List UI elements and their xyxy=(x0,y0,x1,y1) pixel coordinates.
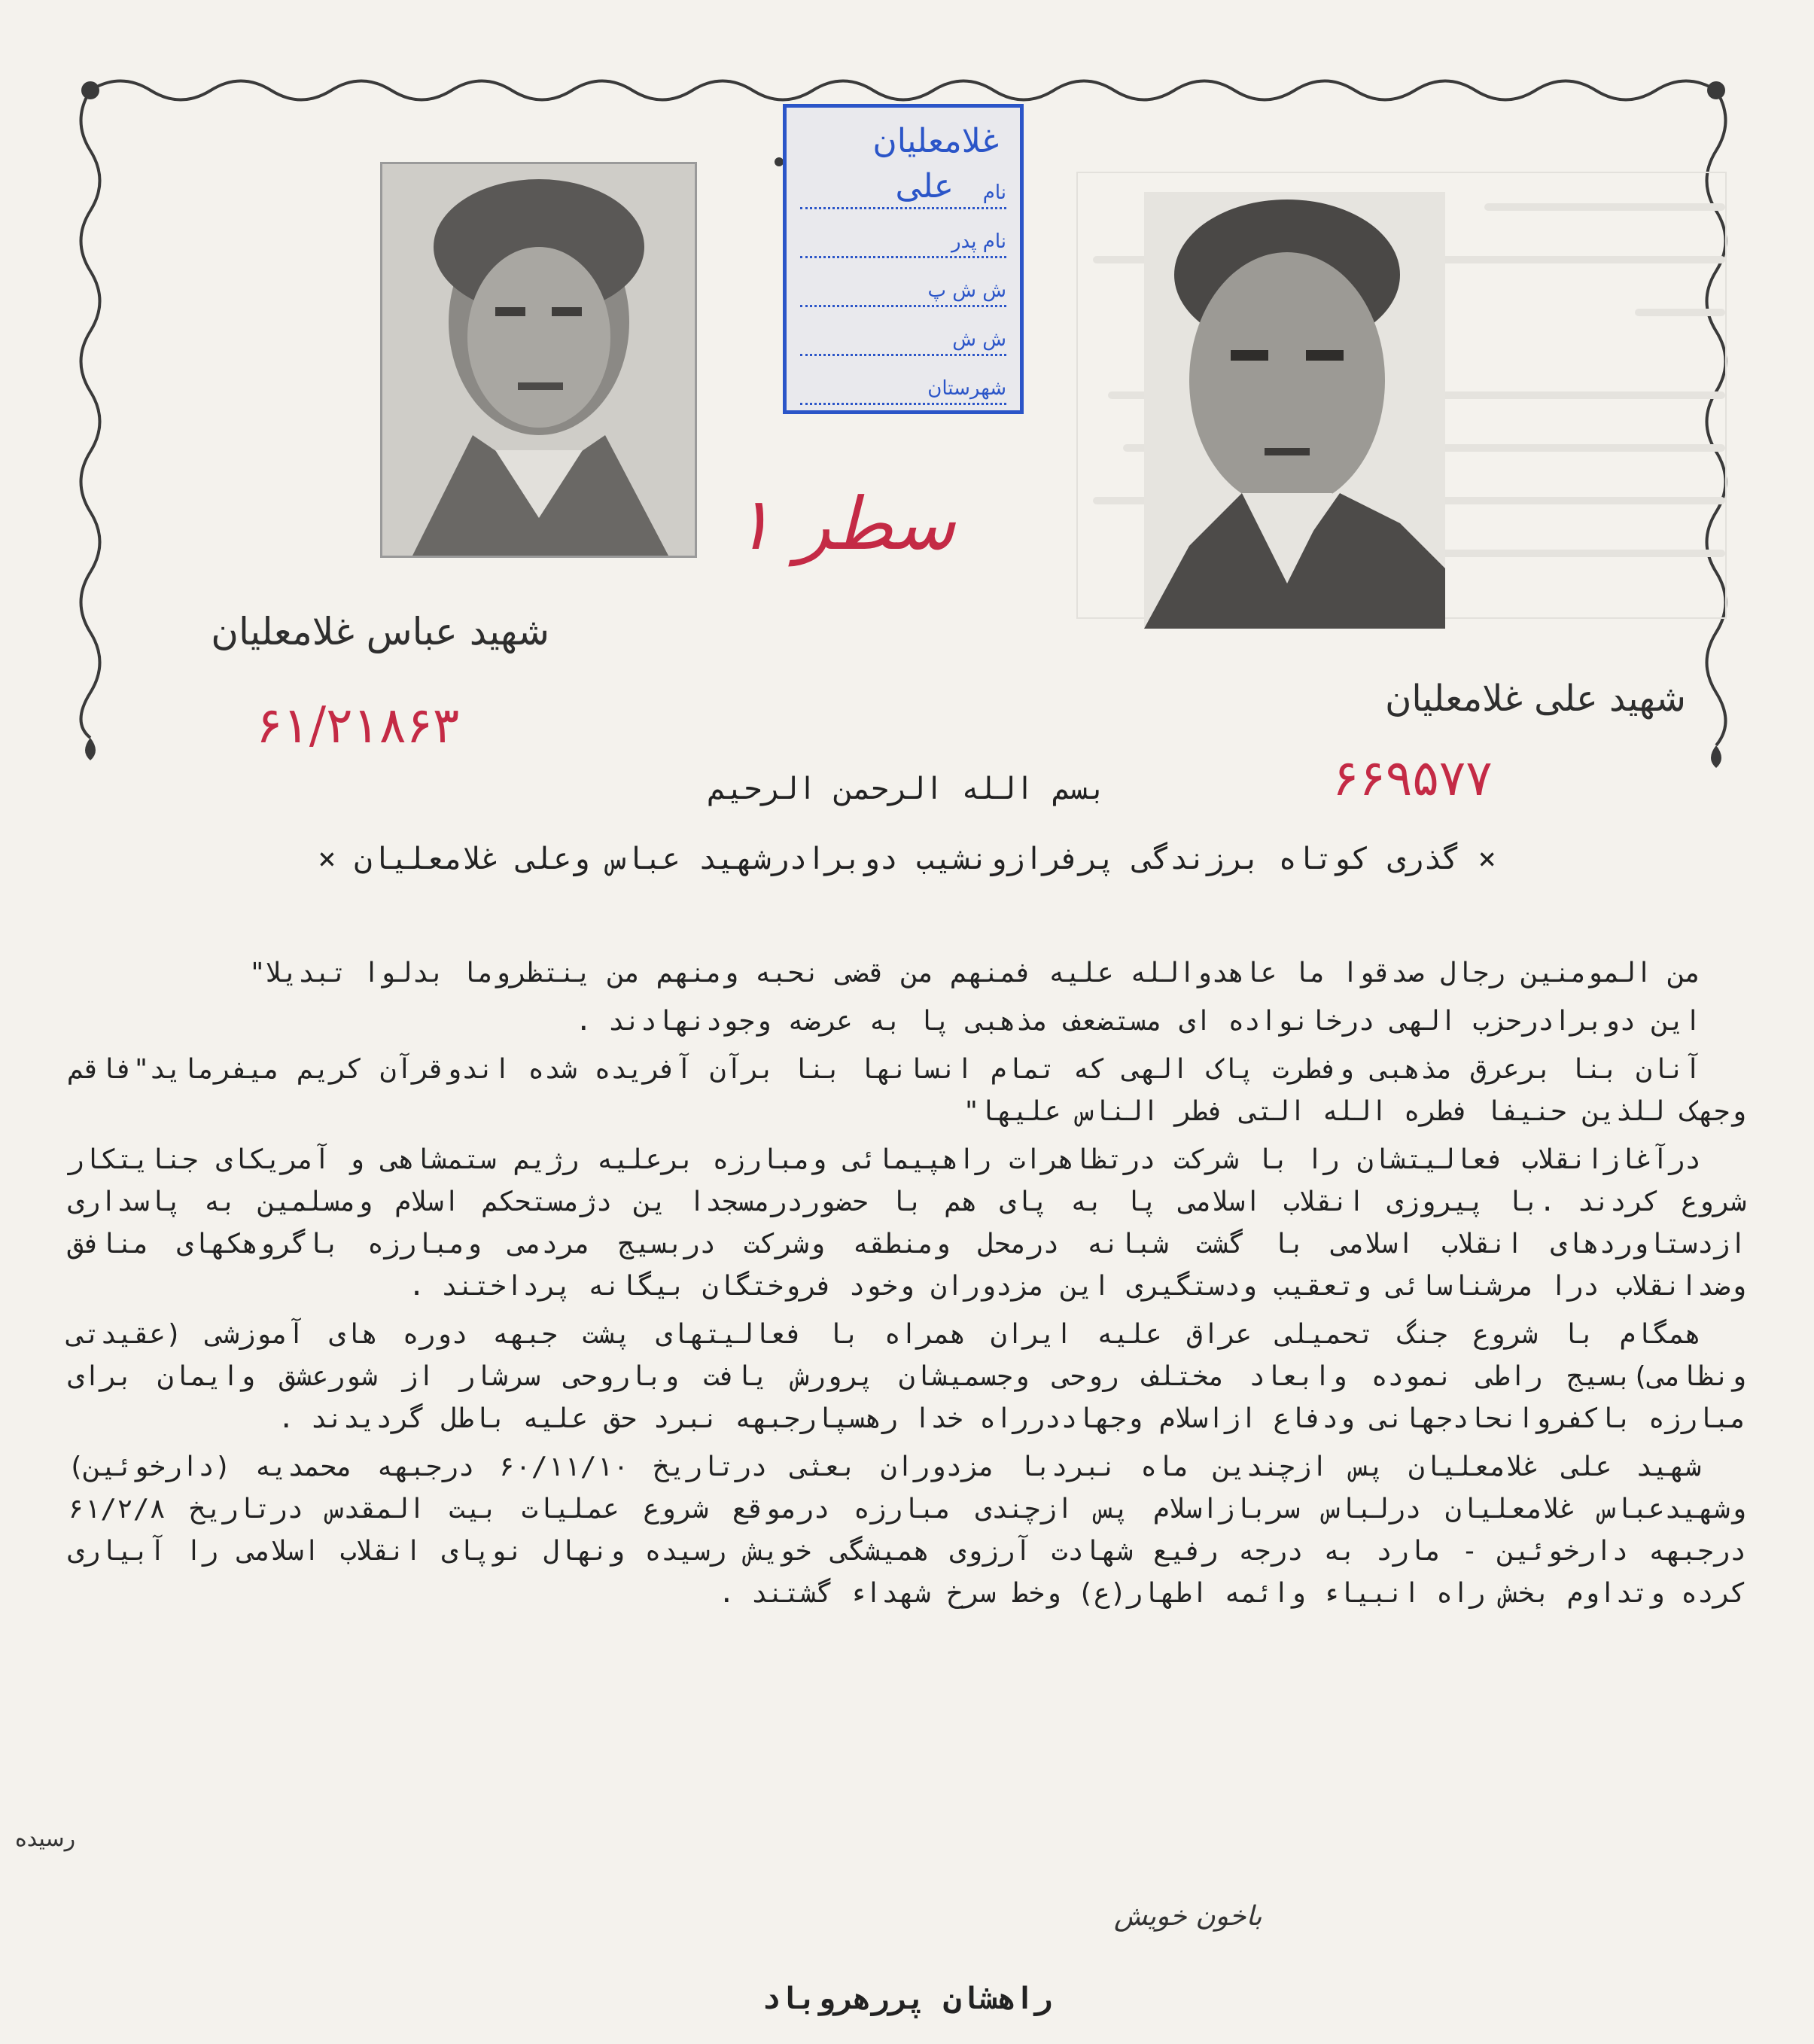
stamp-row-city xyxy=(800,364,1006,405)
stamp-city-label: شهرستان xyxy=(927,377,1006,400)
photo-ali xyxy=(1144,192,1445,629)
number-ali: ۶۶۹۵۷۷ xyxy=(1332,749,1493,807)
handwritten-insert-below: باخون خویش xyxy=(1114,1901,1262,1932)
paragraph-martyrdom: شهید علی غلامعلیان پس ازچندین ماه نبردبا مزدوران بعثی درتاریخ ۶۰/۱۱/۱۰ درجبهه محمدیه (دارخوئین) وشهیدعباس غلامعلیان درلباس سربازاسلام پس ازچندی مبارزه درموقع شروع عملیات بیت المقدس درتاریخ ۶۱/۲/۸ درجبهه دارخوئین - مارد به درجه رفیع شهادت آرزوی همیشگی خویش رسیده ونهال نوپای انقلاب اسلامی را آبیاری کرده وتداوم بخش راه انبیاء وائمه اطهار(ع) وخط سرخ شهداء گشتند . xyxy=(68,1452,1746,1609)
photo-abbas xyxy=(380,162,697,558)
stamp-name-label: نام xyxy=(982,181,1006,204)
margin-insert: رسیده xyxy=(15,1826,76,1852)
stamp-row-surname xyxy=(800,115,1006,162)
number-abbas: ۶۱/۲۱۸۶۳ xyxy=(256,696,460,754)
stamp-id-place-label: ش ش پ xyxy=(927,279,1006,302)
paragraph-verse: من المومنین رجال صدقوا ما عاهدوالله علیه فمنهم من قضی نحبه ومنهم من ینتظروما بدلوا تبدیلا" xyxy=(249,958,1701,988)
stamp-row-father xyxy=(800,217,1006,258)
paragraph-war: همگام با شروع جنگ تحمیلی عراق علیه ایران همراه با فعالیتهای پشت جبهه دوره های آموزشی (عقیدتی ونظامی)بسیج راطی نموده وابعاد مختلف روحی وجسمیشان پرورش یافت وباروحی سرشار از شورعشق وایمان برای مبارزه باکفروانحادجهانی ودفاع ازاسلام وجهاددرراه خدا رهسپارجبهه نبرد حق علیه باطل گردیدند . xyxy=(68,1319,1746,1434)
stamp-row-name xyxy=(800,168,1006,209)
biography-text xyxy=(68,952,1746,1621)
document-title: × گذری کوتاه برزندگی پرفرازونشیب دوبرادرشهید عباس وعلی غلامعلیان × xyxy=(318,842,1496,876)
stamp-surname-value: غلامعلیان xyxy=(872,122,999,160)
paragraph-faith: آنان بنا برعرق مذهبی وفطرت پاک الهی که تمام انسانها بنا برآن آفریده شده اندوقرآن کریم میفرماید"فاقم وجهک للذین حنیفا فطره الله التی فطر الناس علیها" xyxy=(68,1054,1746,1127)
stamp-name-value: علی xyxy=(895,167,954,206)
caption-ali: شهید علی غلامعلیان xyxy=(1385,678,1686,720)
stamp-row-id xyxy=(800,315,1006,356)
red-annotation-center: سطر ۱ xyxy=(734,482,956,566)
stamp-father-label: نام پدر xyxy=(951,230,1006,253)
caption-abbas: شهید عباس غلامعلیان xyxy=(211,610,549,653)
paragraph-revolution: درآغازانقلاب فعالیتشان را با شرکت درتظاهرات راهپیمائی ومبارزه برعلیه رژیم ستمشاهی و آمریکای جنایتکار شروع کردند .با پیروزی انقلاب اسلامی پا به پای هم با حضوردرمسجدا ین دژمستحکم اسلام ومسلمین به پاسداری ازدستاوردهای انقلاب اسلامی با گشت شبانه درمحل ومنطقه وشرکت دربسیج مردمی ومبارزه باگروهکهای منافق وضدانقلاب درا مرشناسائی وتعقیب ودستگیری این مزدوران وخود فروختگان بیگانه پرداختند . xyxy=(68,1144,1746,1302)
basmala: بسم الله الرحمن الرحیم xyxy=(708,772,1106,806)
closing-line: راهشان پررهروباد xyxy=(762,1982,1052,2016)
id-stamp xyxy=(783,104,1024,414)
paragraph-family: این دوبرادرحزب الهی درخانواده ای مستضعف مذهبی پا به عرضه وجودنهادند . xyxy=(575,1006,1701,1037)
stamp-row-id-place xyxy=(800,266,1006,307)
stamp-id-label: ش ش xyxy=(952,328,1006,351)
